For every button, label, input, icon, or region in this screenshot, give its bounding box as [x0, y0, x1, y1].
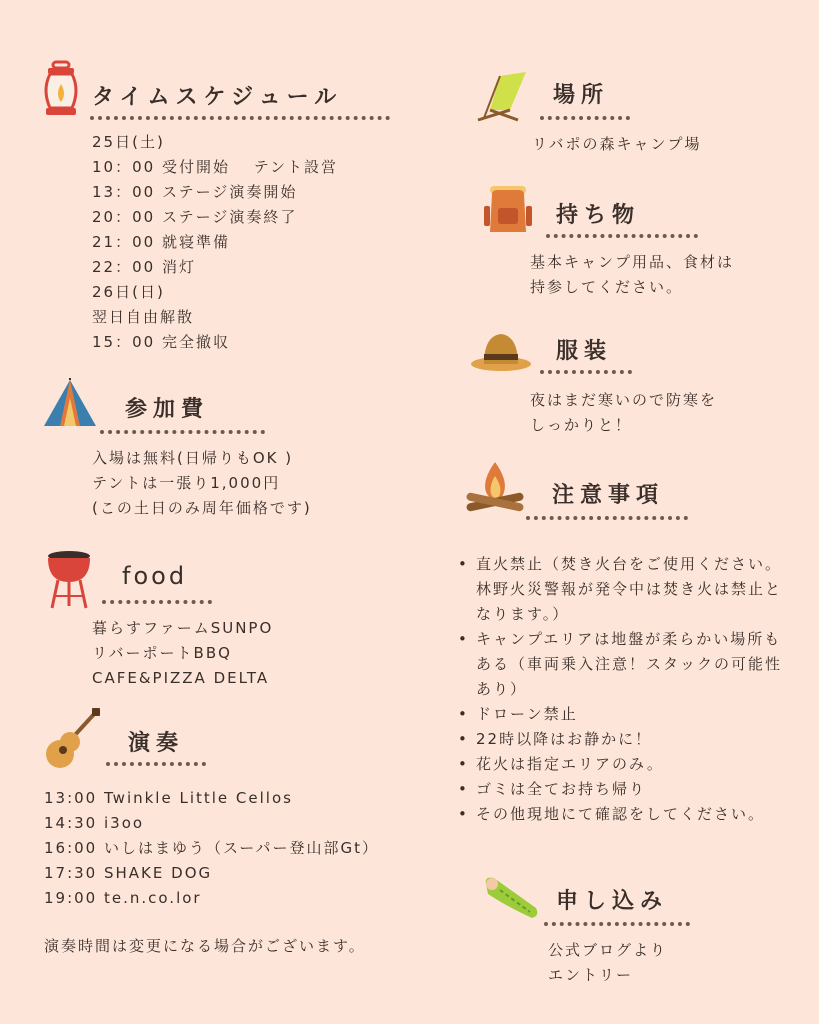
clothing-list	[530, 388, 717, 438]
cautions-divider	[526, 516, 688, 520]
schedule-list	[92, 130, 338, 355]
food-list	[92, 616, 273, 691]
campfire-icon	[462, 458, 528, 516]
caution-item: • 22時以降はお静かに！	[456, 727, 784, 752]
music-line: 13:00 Twinkle Little Cellos	[44, 789, 293, 807]
apply-title: 申し込み	[556, 889, 669, 914]
place-title: 場所	[553, 83, 610, 108]
schedule-title: タイムスケジュール	[92, 85, 343, 110]
clothing-line: 夜はまだ寒いので防寒を	[530, 391, 718, 409]
music-line: 16:00 いしはまゆう（スーパー登山部Gt）	[44, 839, 380, 857]
food-line: CAFE&PIZZA DELTA	[92, 669, 270, 687]
schedule-line: 10：00 受付開始 テント設営	[92, 158, 338, 176]
cautions-title: 注意事項	[552, 483, 665, 508]
belongings-list	[530, 250, 734, 300]
music-line: 19:00 te.n.co.lor	[44, 889, 202, 907]
music-title: 演奏	[128, 731, 185, 756]
food-line: リバーポートBBQ	[92, 644, 232, 662]
fee-line: テントは一張り1,000円	[92, 474, 281, 492]
caution-item: • 直火禁止（焚き火台をご使用ください。林野火災警報が発令中は焚き火は禁止となります。）	[456, 552, 784, 627]
clothing-line: しっかりと！	[530, 416, 633, 434]
belongings-line: 持参してください。	[530, 278, 684, 296]
cautions-list	[456, 552, 784, 827]
clothing-title: 服装	[556, 339, 613, 364]
caution-item: • ドローン禁止	[456, 702, 784, 727]
schedule-line: 25日(土)	[92, 133, 165, 151]
schedule-line: 15：00 完全撤収	[92, 333, 230, 351]
bbq-grill-icon	[44, 548, 94, 610]
schedule-line: 翌日自由解散	[92, 308, 195, 326]
food-title: food	[122, 562, 188, 590]
food-line: 暮らすファームSUNPO	[92, 619, 274, 637]
schedule-line: 21：00 就寝準備	[92, 233, 230, 251]
fee-line: (この土日のみ周年価格です)	[92, 499, 312, 517]
schedule-divider	[90, 116, 390, 120]
music-note: 演奏時間は変更になる場合がございます。	[44, 937, 366, 955]
apply-line: エントリー	[548, 966, 634, 984]
caution-item: • その他現地にて確認をしてください。	[456, 802, 784, 827]
caution-item: • ゴミは全てお持ち帰り	[456, 777, 784, 802]
music-line: 14:30 i3oo	[44, 814, 145, 832]
hat-icon	[470, 330, 532, 372]
caution-item: • 花火は指定エリアのみ。	[456, 752, 784, 777]
belongings-title: 持ち物	[556, 203, 641, 228]
place-divider	[540, 116, 630, 120]
lantern-icon	[38, 60, 84, 120]
music-list	[44, 786, 379, 911]
music-line: 17:30 SHAKE DOG	[44, 864, 213, 882]
fee-divider	[100, 430, 265, 434]
caution-item: • キャンプエリアは地盤が柔らかい場所もある（車両乗入注意！スタックの可能性あり）	[456, 627, 784, 702]
fee-list	[92, 446, 312, 521]
apply-divider	[544, 922, 690, 926]
sleeping-bag-icon	[480, 874, 540, 922]
apply-line: 公式ブログより	[548, 941, 668, 959]
food-divider	[102, 600, 212, 604]
schedule-line: 20：00 ステージ演奏終了	[92, 208, 298, 226]
backpack-icon	[484, 184, 532, 236]
schedule-line: 22：00 消灯	[92, 258, 196, 276]
tent-icon	[40, 378, 100, 430]
beach-chair-icon	[470, 70, 530, 122]
clothing-divider	[540, 370, 632, 374]
music-divider	[106, 762, 206, 766]
schedule-line: 13：00 ステージ演奏開始	[92, 183, 298, 201]
place-text: リバポの森キャンプ場	[532, 135, 702, 153]
apply-list	[548, 938, 667, 988]
belongings-line: 基本キャンプ用品、食材は	[530, 253, 735, 271]
guitar-icon	[44, 708, 100, 770]
schedule-line: 26日(日)	[92, 283, 165, 301]
fee-title: 参加費	[125, 397, 210, 422]
fee-line: 入場は無料(日帰りもOK )	[92, 449, 294, 467]
belongings-divider	[546, 234, 698, 238]
